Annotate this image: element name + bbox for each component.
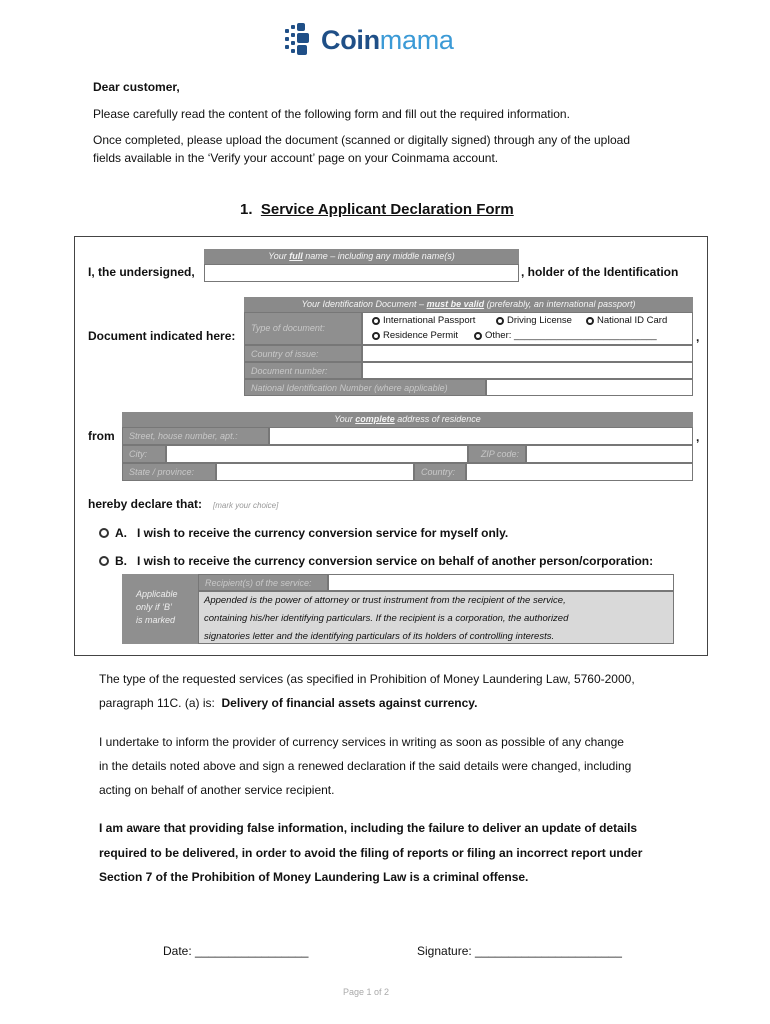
logo-brand-bold: Coin bbox=[321, 24, 380, 55]
radio-icon bbox=[372, 317, 380, 325]
doc-indicated-label: Document indicated here: bbox=[88, 329, 236, 343]
from-label: from bbox=[88, 429, 115, 443]
recipient-label: Recipient(s) of the service: bbox=[198, 574, 328, 591]
state-input[interactable] bbox=[216, 463, 414, 481]
country-issue-input[interactable] bbox=[362, 345, 693, 362]
declare-note: [mark your choice] bbox=[213, 501, 279, 510]
logo-mark-icon bbox=[285, 23, 315, 57]
recipient-notice: Appended is the power of attorney or trust instrument from the recipient of the service, containing his/her identifying particulars. If the recipient is a corporation, the authorized signatories letter and the identifying particulars of its holders of controlling interests. bbox=[198, 591, 674, 644]
country-input[interactable] bbox=[466, 463, 693, 481]
applicable-note: Applicable only if ‘B’ is marked bbox=[122, 574, 198, 644]
national-id-input[interactable] bbox=[486, 379, 693, 396]
street-input[interactable] bbox=[269, 427, 693, 445]
form-title-number: 1. bbox=[240, 201, 253, 218]
address-caption: Your complete address of residence bbox=[122, 412, 693, 427]
radio-icon bbox=[372, 332, 380, 340]
radio-icon bbox=[474, 332, 482, 340]
id-caption: Your Identification Document – must be valid (preferably, an international passport) bbox=[244, 297, 693, 312]
radio-b-icon bbox=[99, 556, 109, 566]
zip-input[interactable] bbox=[526, 445, 693, 463]
fullname-caption: Your full name – including any middle name(s) bbox=[204, 249, 519, 264]
type-label: Type of document: bbox=[244, 312, 362, 345]
option-other[interactable]: Other: ___________________________ bbox=[474, 330, 657, 341]
intro-line-2a: Once completed, please upload the document (scanned or digitally signed) through any of the upload bbox=[93, 133, 631, 147]
radio-icon bbox=[586, 317, 594, 325]
date-field[interactable]: Date: _________________ bbox=[163, 944, 309, 958]
option-national-id-card[interactable]: National ID Card bbox=[586, 315, 667, 326]
services-line-2: paragraph 11C. (a) is: Delivery of financial assets against currency. bbox=[99, 696, 478, 710]
comma-2: , bbox=[696, 430, 700, 444]
page-number: Page 1 of 2 bbox=[343, 987, 390, 997]
services-line-1: The type of the requested services (as specified in Prohibition of Money Laundering Law, 5760-2000, bbox=[99, 672, 635, 686]
street-label: Street, house number, apt.: bbox=[122, 427, 269, 445]
aware-line-3: Section 7 of the Prohibition of Money Laundering Law is a criminal offense. bbox=[99, 870, 529, 884]
doc-number-label: Document number: bbox=[244, 362, 362, 379]
greeting: Dear customer, bbox=[93, 80, 180, 94]
logo-brand-light: mama bbox=[379, 24, 454, 55]
city-label: City: bbox=[122, 445, 166, 463]
country-label: Country: bbox=[414, 463, 466, 481]
comma-1: , bbox=[696, 330, 700, 344]
intro-line-1: Please carefully read the content of the following form and fill out the required information. bbox=[93, 107, 570, 121]
signature-field[interactable]: Signature: ______________________ bbox=[417, 944, 622, 958]
undertake-line-2: in the details noted above and sign a renewed declaration if the said details were changed, including bbox=[99, 759, 632, 773]
holder-label: , holder of the Identification bbox=[521, 265, 679, 279]
form-title bbox=[240, 201, 514, 218]
option-b[interactable]: B. I wish to receive the currency conversion service on behalf of another person/corporation: bbox=[99, 554, 653, 568]
zip-label: ZIP code: bbox=[468, 445, 526, 463]
aware-line-2: required to be delivered, in order to avoid the filing of reports or filing an incorrect report under bbox=[99, 846, 643, 860]
city-input[interactable] bbox=[166, 445, 468, 463]
option-international-passport[interactable]: International Passport bbox=[372, 315, 475, 326]
state-label: State / province: bbox=[122, 463, 216, 481]
country-issue-label: Country of issue: bbox=[244, 345, 362, 362]
option-a[interactable]: A. I wish to receive the currency conversion service for myself only. bbox=[99, 526, 508, 540]
intro-line-2b: fields available in the ‘Verify your account’ page on your Coinmama account. bbox=[93, 151, 499, 165]
radio-icon bbox=[496, 317, 504, 325]
doc-number-input[interactable] bbox=[362, 362, 693, 379]
declare-label: hereby declare that: bbox=[88, 497, 203, 511]
aware-line-1: I am aware that providing false information, including the failure to deliver an update of details bbox=[99, 821, 638, 835]
recipient-input[interactable] bbox=[328, 574, 674, 591]
option-driving-license[interactable]: Driving License bbox=[496, 315, 572, 326]
option-residence-permit[interactable]: Residence Permit bbox=[372, 330, 458, 341]
undertake-line-1: I undertake to inform the provider of currency services in writing as soon as possible of any change bbox=[99, 735, 624, 749]
fullname-input[interactable] bbox=[204, 264, 519, 282]
undersigned-label: I, the undersigned, bbox=[88, 265, 195, 279]
radio-a-icon bbox=[99, 528, 109, 538]
form-title-text: Service Applicant Declaration Form bbox=[260, 201, 514, 218]
coinmama-logo bbox=[285, 22, 454, 58]
undertake-line-3: acting on behalf of another service recipient. bbox=[99, 783, 335, 797]
national-id-label: National Identification Number (where applicable) bbox=[244, 379, 486, 396]
